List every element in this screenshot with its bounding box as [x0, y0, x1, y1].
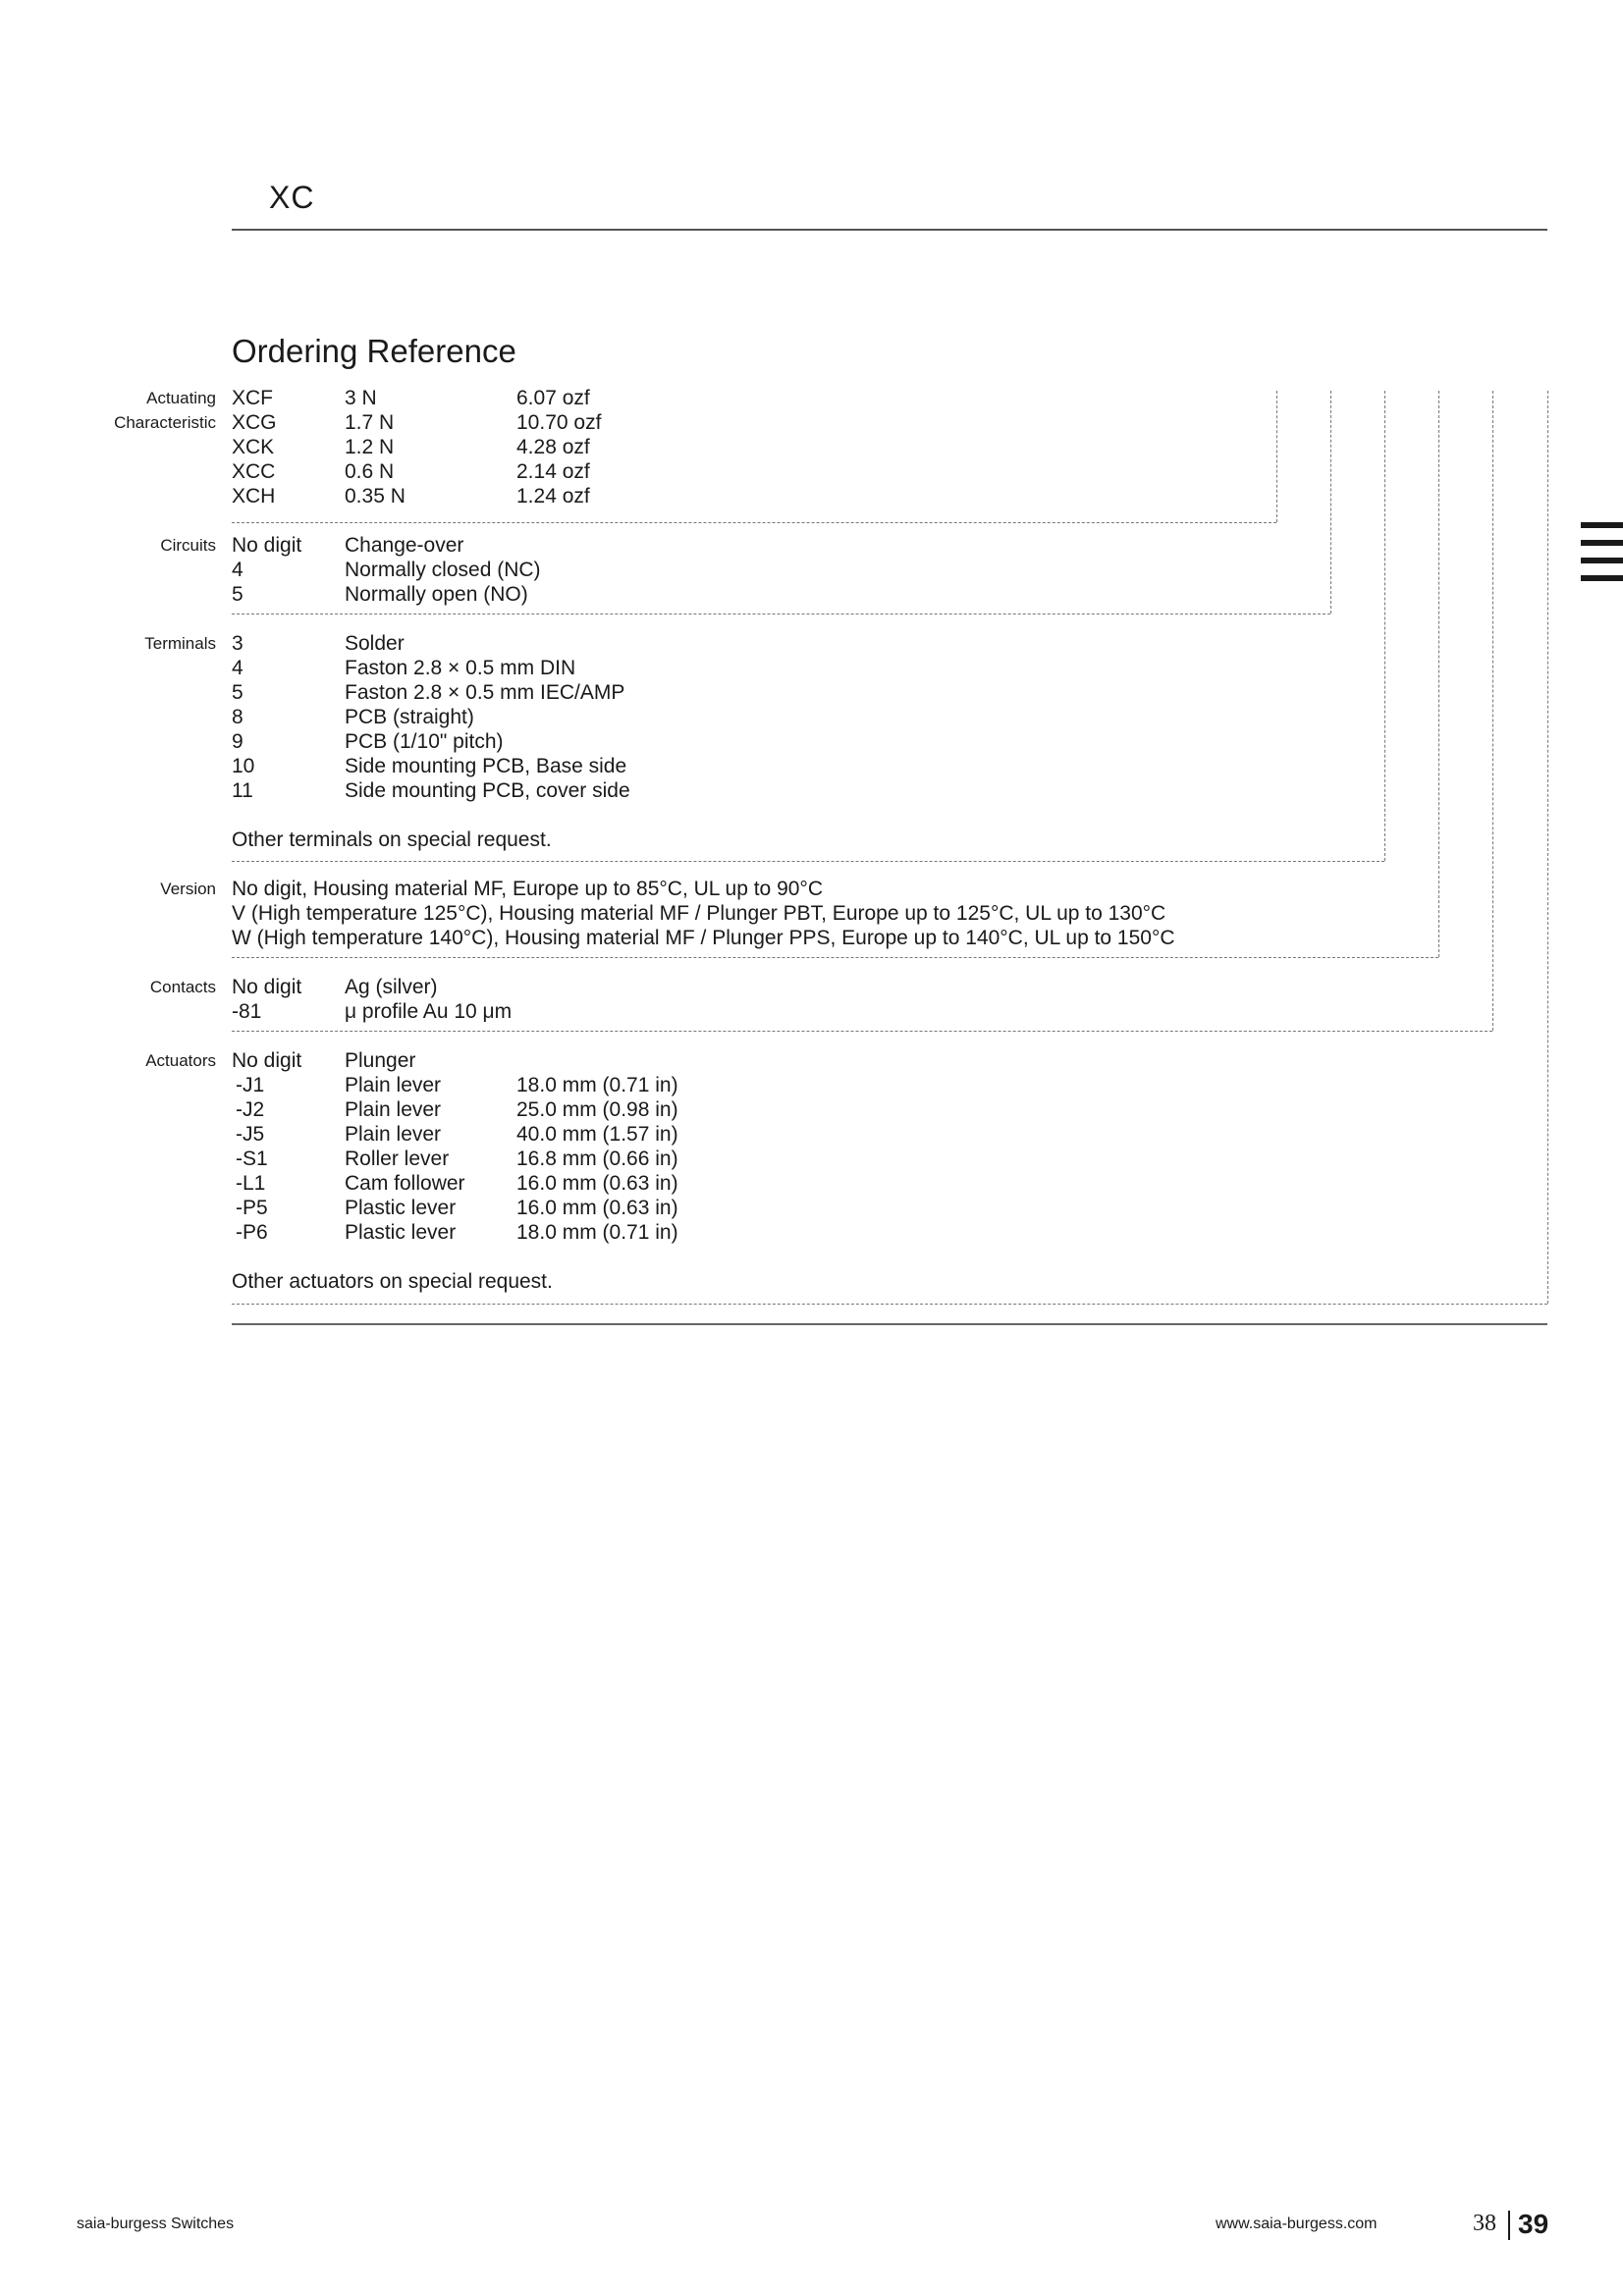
actuating-ozf: 4.28 ozf	[516, 436, 590, 458]
page-number-right: 39	[1518, 2209, 1549, 2239]
contact-code: No digit	[232, 976, 302, 998]
actuator-desc: Plunger	[345, 1049, 416, 1072]
actuator-desc: Roller lever	[345, 1148, 450, 1170]
actuating-ozf: 1.24 ozf	[516, 485, 590, 507]
actuating-code: XCK	[232, 436, 275, 458]
actuator-size: 25.0 mm (0.98 in)	[516, 1098, 678, 1121]
actuator-code: -P6	[236, 1221, 268, 1244]
actuators-divider	[232, 1304, 1547, 1305]
section-heading: Ordering Reference	[232, 333, 516, 369]
section-index-bar	[1581, 540, 1623, 546]
actuator-code: -J5	[236, 1123, 265, 1146]
version-divider	[232, 957, 1438, 958]
actuating-code: XCH	[232, 485, 276, 507]
terminal-desc: PCB (straight)	[345, 706, 474, 728]
actuating-force: 1.7 N	[345, 411, 395, 434]
terminal-code: 11	[232, 779, 253, 802]
actuating-code: XCF	[232, 387, 273, 409]
version-line: No digit, Housing material MF, Europe up to 85°C, UL up to 90°C	[232, 878, 823, 900]
actuator-code: -L1	[236, 1172, 266, 1195]
contacts-connector	[1492, 391, 1493, 1031]
contacts-label: Contacts	[149, 978, 216, 996]
circuit-code: 4	[232, 559, 243, 581]
terminal-desc: Solder	[345, 632, 405, 655]
terminal-code: 5	[232, 681, 243, 704]
actuators-label: Actuators	[145, 1051, 216, 1070]
actuating-divider	[232, 522, 1276, 523]
contact-code: -81	[232, 1000, 262, 1023]
section-index-bar	[1581, 522, 1623, 528]
terminal-desc: Faston 2.8 × 0.5 mm IEC/AMP	[345, 681, 625, 704]
actuator-size: 16.0 mm (0.63 in)	[516, 1197, 678, 1219]
top-rule	[232, 229, 1547, 231]
actuator-code: -J1	[236, 1074, 265, 1096]
circuit-desc: Change-over	[345, 534, 464, 557]
actuator-size: 16.0 mm (0.63 in)	[516, 1172, 678, 1195]
terminals-note: Other terminals on special request.	[232, 828, 552, 851]
circuit-code: 5	[232, 583, 243, 606]
terminal-code: 3	[232, 632, 243, 655]
actuator-desc: Plastic lever	[345, 1221, 457, 1244]
actuator-desc: Plastic lever	[345, 1197, 457, 1219]
actuating-label: Actuating	[146, 389, 216, 407]
section-index-bar	[1581, 575, 1623, 581]
actuating-ozf: 6.07 ozf	[516, 387, 590, 409]
version-line: V (High temperature 125°C), Housing material MF / Plunger PBT, Europe up to 125°C, UL up to 130°C	[232, 902, 1166, 925]
actuator-size: 16.8 mm (0.66 in)	[516, 1148, 678, 1170]
terminal-code: 8	[232, 706, 243, 728]
characteristic-label: Characteristic	[114, 413, 216, 432]
actuating-ozf: 2.14 ozf	[516, 460, 590, 483]
page-number-left: 38	[1473, 2211, 1496, 2236]
page-number-separator	[1508, 2211, 1510, 2240]
terminal-desc: Side mounting PCB, Base side	[345, 755, 627, 777]
actuating-code: XCC	[232, 460, 276, 483]
terminal-code: 4	[232, 657, 243, 679]
circuit-desc: Normally closed (NC)	[345, 559, 541, 581]
circuits-label: Circuits	[160, 536, 216, 555]
actuating-force: 0.6 N	[345, 460, 395, 483]
version-label: Version	[160, 880, 216, 898]
actuating-force: 1.2 N	[345, 436, 395, 458]
circuit-code: No digit	[232, 534, 302, 557]
contact-desc: Ag (silver)	[345, 976, 438, 998]
terminal-desc: Side mounting PCB, cover side	[345, 779, 630, 802]
actuator-size: 40.0 mm (1.57 in)	[516, 1123, 678, 1146]
bottom-rule	[232, 1323, 1547, 1325]
footer-website-link[interactable]: www.saia-burgess.com	[1216, 2216, 1378, 2232]
actuators-note: Other actuators on special request.	[232, 1270, 553, 1293]
actuator-code: No digit	[232, 1049, 302, 1072]
terminal-code: 9	[232, 730, 243, 753]
actuator-size: 18.0 mm (0.71 in)	[516, 1221, 678, 1244]
terminals-connector	[1384, 391, 1385, 861]
actuating-code: XCG	[232, 411, 277, 434]
version-line: W (High temperature 140°C), Housing material MF / Plunger PPS, Europe up to 140°C, UL up to 150°C	[232, 927, 1175, 949]
actuating-force: 0.35 N	[345, 485, 406, 507]
actuator-code: -J2	[236, 1098, 265, 1121]
circuit-desc: Normally open (NO)	[345, 583, 528, 606]
footer-company: saia-burgess Switches	[77, 2216, 235, 2232]
actuating-force: 3 N	[345, 387, 377, 409]
terminal-code: 10	[232, 755, 255, 777]
actuator-code: -P5	[236, 1197, 268, 1219]
actuator-desc: Plain lever	[345, 1098, 442, 1121]
product-title: XC	[269, 180, 315, 215]
contacts-divider	[232, 1031, 1492, 1032]
actuator-desc: Plain lever	[345, 1123, 442, 1146]
actuating-connector	[1276, 391, 1277, 522]
actuator-desc: Plain lever	[345, 1074, 442, 1096]
contact-desc: μ profile Au 10 μm	[345, 1000, 513, 1023]
actuator-desc: Cam follower	[345, 1172, 465, 1195]
terminal-desc: PCB (1/10" pitch)	[345, 730, 504, 753]
terminals-divider	[232, 861, 1384, 862]
circuits-connector	[1330, 391, 1331, 614]
section-index-bar	[1581, 558, 1623, 563]
terminal-desc: Faston 2.8 × 0.5 mm DIN	[345, 657, 576, 679]
actuator-code: -S1	[236, 1148, 268, 1170]
terminals-label: Terminals	[144, 634, 216, 653]
version-connector	[1438, 391, 1439, 957]
actuating-ozf: 10.70 ozf	[516, 411, 602, 434]
actuator-size: 18.0 mm (0.71 in)	[516, 1074, 678, 1096]
actuators-connector	[1547, 391, 1548, 1304]
